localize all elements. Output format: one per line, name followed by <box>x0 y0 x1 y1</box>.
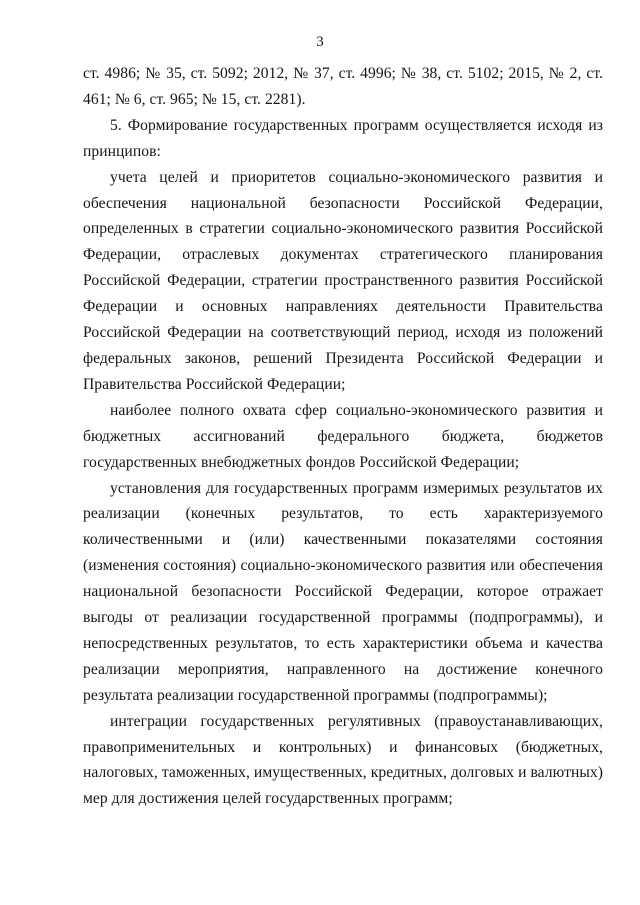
paragraph-principle-goals: учета целей и приоритетов социально-экономического развития и обеспечения национальной безопасности Российской Федерации, определенных в стратегии социально-экономического развития Российской Федерации, отраслевых документах стратегического планирования Российской Федерации, стратегии пространственного развития Российской Федерации и основных направлениях деятельности Правительства Российской Федерации на соответствующий период, исходя из положений федеральных законов, решений Президента Российской Федерации и Правительства Российской Федерации; <box>83 168 603 393</box>
document-body <box>83 61 603 812</box>
paragraph-principle-coverage: наиболее полного охвата сфер социально-экономического развития и бюджетных ассигнований федерального бюджета, бюджетов государственных внебюджетных фондов Российской Федерации; <box>83 401 603 471</box>
paragraph-principle-results: установления для государственных программ измеримых результатов их реализации (конечных результатов, то есть характеризуемого количественными и (или) качественными показателями состояния (изменения состояния) социально-экономического развития или обеспечения национальной безопасности Российской Федерации, которое отражает выгоды от реализации государственной программы (подпрограммы), и непосредственных результатов, то есть характеристики объема и качества реализации мероприятия, направленного на достижение конечного результата реализации государственной программы (подпрограммы); <box>83 479 603 704</box>
paragraph-section-5-heading: 5. Формирование государственных программ осуществляется исходя из принципов: <box>83 116 603 160</box>
paragraph-citation-continuation: ст. 4986; № 35, ст. 5092; 2012, № 37, ст. 4996; № 38, ст. 5102; 2015, № 2, ст. 461; № 6, ст. 965; № 15, ст. 2281). <box>83 65 603 108</box>
paragraph-principle-integration: интеграции государственных регулятивных (правоустанавливающих, правоприменительных и контрольных) и финансовых (бюджетных, налоговых, таможенных, имущественных, кредитных, долговых и валютных) мер для достижения целей государственных программ; <box>83 712 603 808</box>
page-number: 3 <box>316 34 324 50</box>
